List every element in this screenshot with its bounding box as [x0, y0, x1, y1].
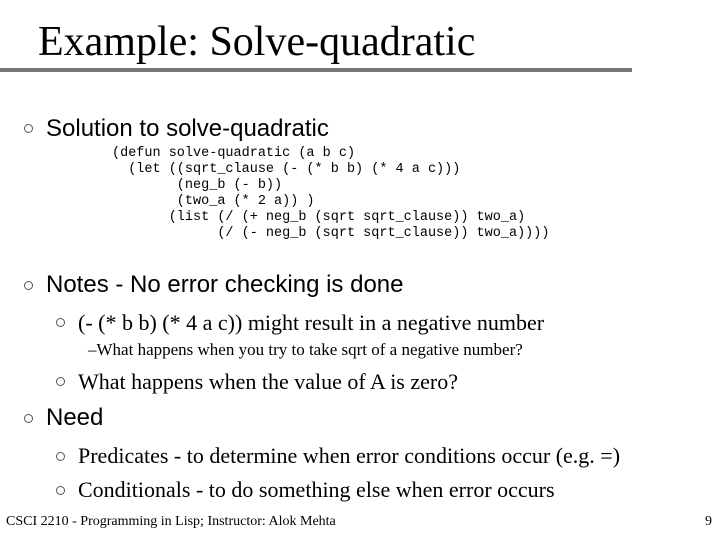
bullet-1-text: Solution to solve-quadratic [46, 115, 329, 142]
dash-marker: – [88, 340, 97, 359]
bullet-1-marker [24, 124, 33, 133]
bullet-2-text: Notes - No error checking is done [46, 271, 404, 298]
need-sub-1-marker [56, 452, 65, 461]
bullet-3-text: Need [46, 404, 104, 431]
notes-sub-2-marker [56, 377, 65, 386]
need-sub-2-marker [56, 486, 65, 495]
notes-sub-1-detail [88, 339, 523, 361]
notes-sub-1-marker [56, 318, 65, 327]
solve-quadratic-code: (defun solve-quadratic (a b c) (let ((sqrt_clause (- (* b b) (* 4 a c))) (neg_b (- b)) (two_a (* 2 a)) ) (list (/ (+ neg_b (sqrt sqrt_clause)) two_a) (/ (- neg_b (sqrt sqrt_clause)) two_a)))) [112, 146, 550, 241]
bullet-3-marker [24, 414, 33, 423]
need-sub-2-text: Conditionals - to do something else when error occurs [78, 477, 555, 502]
notes-sub-2-text: What happens when the value of A is zero? [78, 369, 458, 394]
slide-title: Example: Solve-quadratic [38, 19, 476, 65]
title-underline [0, 68, 632, 72]
bullet-2-marker [24, 281, 33, 290]
notes-sub-1-text: (- (* b b) (* 4 a c)) might result in a negative number [78, 310, 545, 335]
notes-sub-1-detail-text: What happens when you try to take sqrt of a negative number? [96, 340, 523, 359]
page-number: 9 [705, 514, 712, 529]
footer-course-info: CSCI 2210 - Programming in Lisp; Instructor: Alok Mehta [6, 514, 336, 529]
need-sub-1-text: Predicates - to determine when error conditions occur (e.g. =) [78, 443, 621, 468]
